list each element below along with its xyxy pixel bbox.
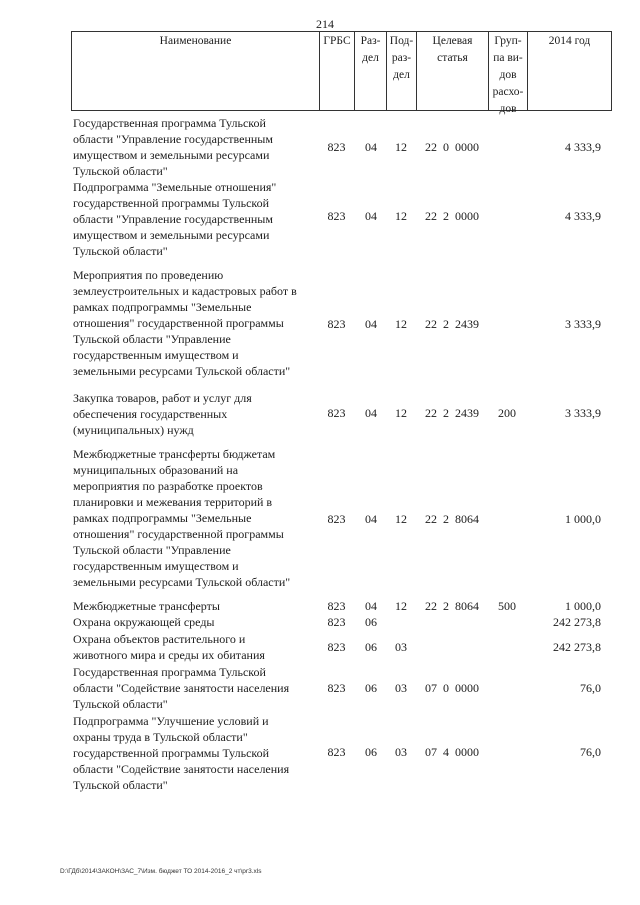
row-podrazdel: 12 (395, 140, 407, 154)
row-podrazdel: 12 (395, 512, 407, 526)
header-name: Наименование (71, 32, 319, 110)
row-grbs: 823 (327, 599, 346, 613)
header-razdel: Раз- дел (354, 32, 386, 110)
row-podrazdel: 12 (395, 317, 407, 331)
row-name: Межбюджетные трансферты бюджетам муниципальных образований на мероприятия по разработке проектов планировки и межевания территорий в рамках подпрограммы "Земельные отношения" государственной программы Тульской области "Управление государственным имуществом и земельными ресурсами Тульской области" (73, 447, 291, 589)
row-name: Межбюджетные трансферты (73, 599, 220, 613)
table-row (71, 664, 612, 714)
table-row (71, 390, 612, 440)
table-row (71, 631, 612, 663)
row-grbs: 823 (327, 317, 346, 331)
row-article: 07 4 0000 (425, 745, 479, 759)
row-grbs: 823 (327, 745, 346, 759)
row-amount: 4 333,9 (565, 209, 601, 223)
table-row (71, 179, 612, 261)
row-podrazdel: 03 (395, 681, 407, 695)
row-podrazdel: 03 (395, 745, 407, 759)
row-name: Подпрограмма "Улучшение условий и охраны труда в Тульской области" государственной программы Тульской области "Содействие занятости населения Тульской области" (73, 714, 290, 792)
row-article: 22 2 2439 (425, 406, 479, 420)
row-podrazdel: 12 (395, 209, 407, 223)
row-podrazdel: 12 (395, 599, 407, 613)
row-grbs: 823 (327, 406, 346, 420)
row-article: 22 2 8064 (425, 512, 479, 526)
table-row (71, 713, 612, 795)
row-razdel: 04 (365, 209, 377, 223)
page-number: 214 (316, 17, 334, 31)
row-article: 22 2 2439 (425, 317, 479, 331)
row-amount: 242 273,8 (553, 640, 601, 654)
table-row (71, 598, 612, 614)
row-amount: 76,0 (580, 745, 601, 759)
row-article: 22 0 0000 (425, 140, 479, 154)
row-group: 200 (498, 406, 516, 420)
header-article: Целевая статья (416, 32, 488, 110)
row-podrazdel: 03 (395, 640, 407, 654)
row-amount: 4 333,9 (565, 140, 601, 154)
row-razdel: 04 (365, 599, 377, 613)
row-razdel: 04 (365, 406, 377, 420)
row-amount: 1 000,0 (565, 512, 601, 526)
row-amount: 1 000,0 (565, 599, 601, 613)
header-group: Груп- па ви- дов расхо- дов (488, 32, 527, 110)
row-grbs: 823 (327, 615, 346, 629)
row-name: Охрана объектов растительного и животного мира и среды их обитания (73, 632, 265, 662)
row-group: 500 (498, 599, 516, 613)
row-amount: 3 333,9 (565, 406, 601, 420)
row-name: Государственная программа Тульской области "Управление государственным имуществом и земельными ресурсами Тульской области" (73, 116, 273, 178)
row-razdel: 06 (365, 745, 377, 759)
budget-table (71, 31, 612, 792)
row-name: Закупка товаров, работ и услуг для обеспечения государственных (муниципальных) нужд (73, 391, 252, 437)
row-razdel: 06 (365, 640, 377, 654)
file-path-footer: D:\ГДб\2014\ЗАКОН\ЗАС_7\Изм. бюджет ТО 2014-2016_2 чт\pr3.xls (60, 868, 262, 875)
row-article: 07 0 0000 (425, 681, 479, 695)
row-razdel: 06 (365, 615, 377, 629)
table-row (71, 446, 612, 592)
row-amount: 3 333,9 (565, 317, 601, 331)
row-amount: 76,0 (580, 681, 601, 695)
row-name: Подпрограмма "Земельные отношения" государственной программы Тульской области "Управление государственным имуществом и земельными ресурсами Тульской области" (73, 180, 277, 258)
row-name: Мероприятия по проведению землеустроительных и кадастровых работ в рамках подпрограммы "Земельные отношения" государственной программы Тульской области "Управление государственным имуществом и земельными ресурсами Тульской области" (73, 268, 297, 378)
row-grbs: 823 (327, 640, 346, 654)
row-razdel: 04 (365, 512, 377, 526)
row-amount: 242 273,8 (553, 615, 601, 629)
row-razdel: 04 (365, 140, 377, 154)
row-razdel: 06 (365, 681, 377, 695)
row-article: 22 2 0000 (425, 209, 479, 223)
header-podrazdel: Под- раз- дел (386, 32, 416, 110)
row-grbs: 823 (327, 209, 346, 223)
row-podrazdel: 12 (395, 406, 407, 420)
header-year: 2014 год (527, 32, 612, 110)
row-grbs: 823 (327, 512, 346, 526)
table-row (71, 267, 612, 381)
row-grbs: 823 (327, 681, 346, 695)
row-grbs: 823 (327, 140, 346, 154)
row-article: 22 2 8064 (425, 599, 479, 613)
row-name: Охрана окружающей среды (73, 615, 215, 629)
table-row (71, 614, 612, 630)
table-row (71, 115, 612, 179)
header-grbs: ГРБС (319, 32, 354, 110)
table-header (71, 31, 612, 115)
row-razdel: 04 (365, 317, 377, 331)
row-name: Государственная программа Тульской области "Содействие занятости населения Тульской области" (73, 665, 290, 711)
